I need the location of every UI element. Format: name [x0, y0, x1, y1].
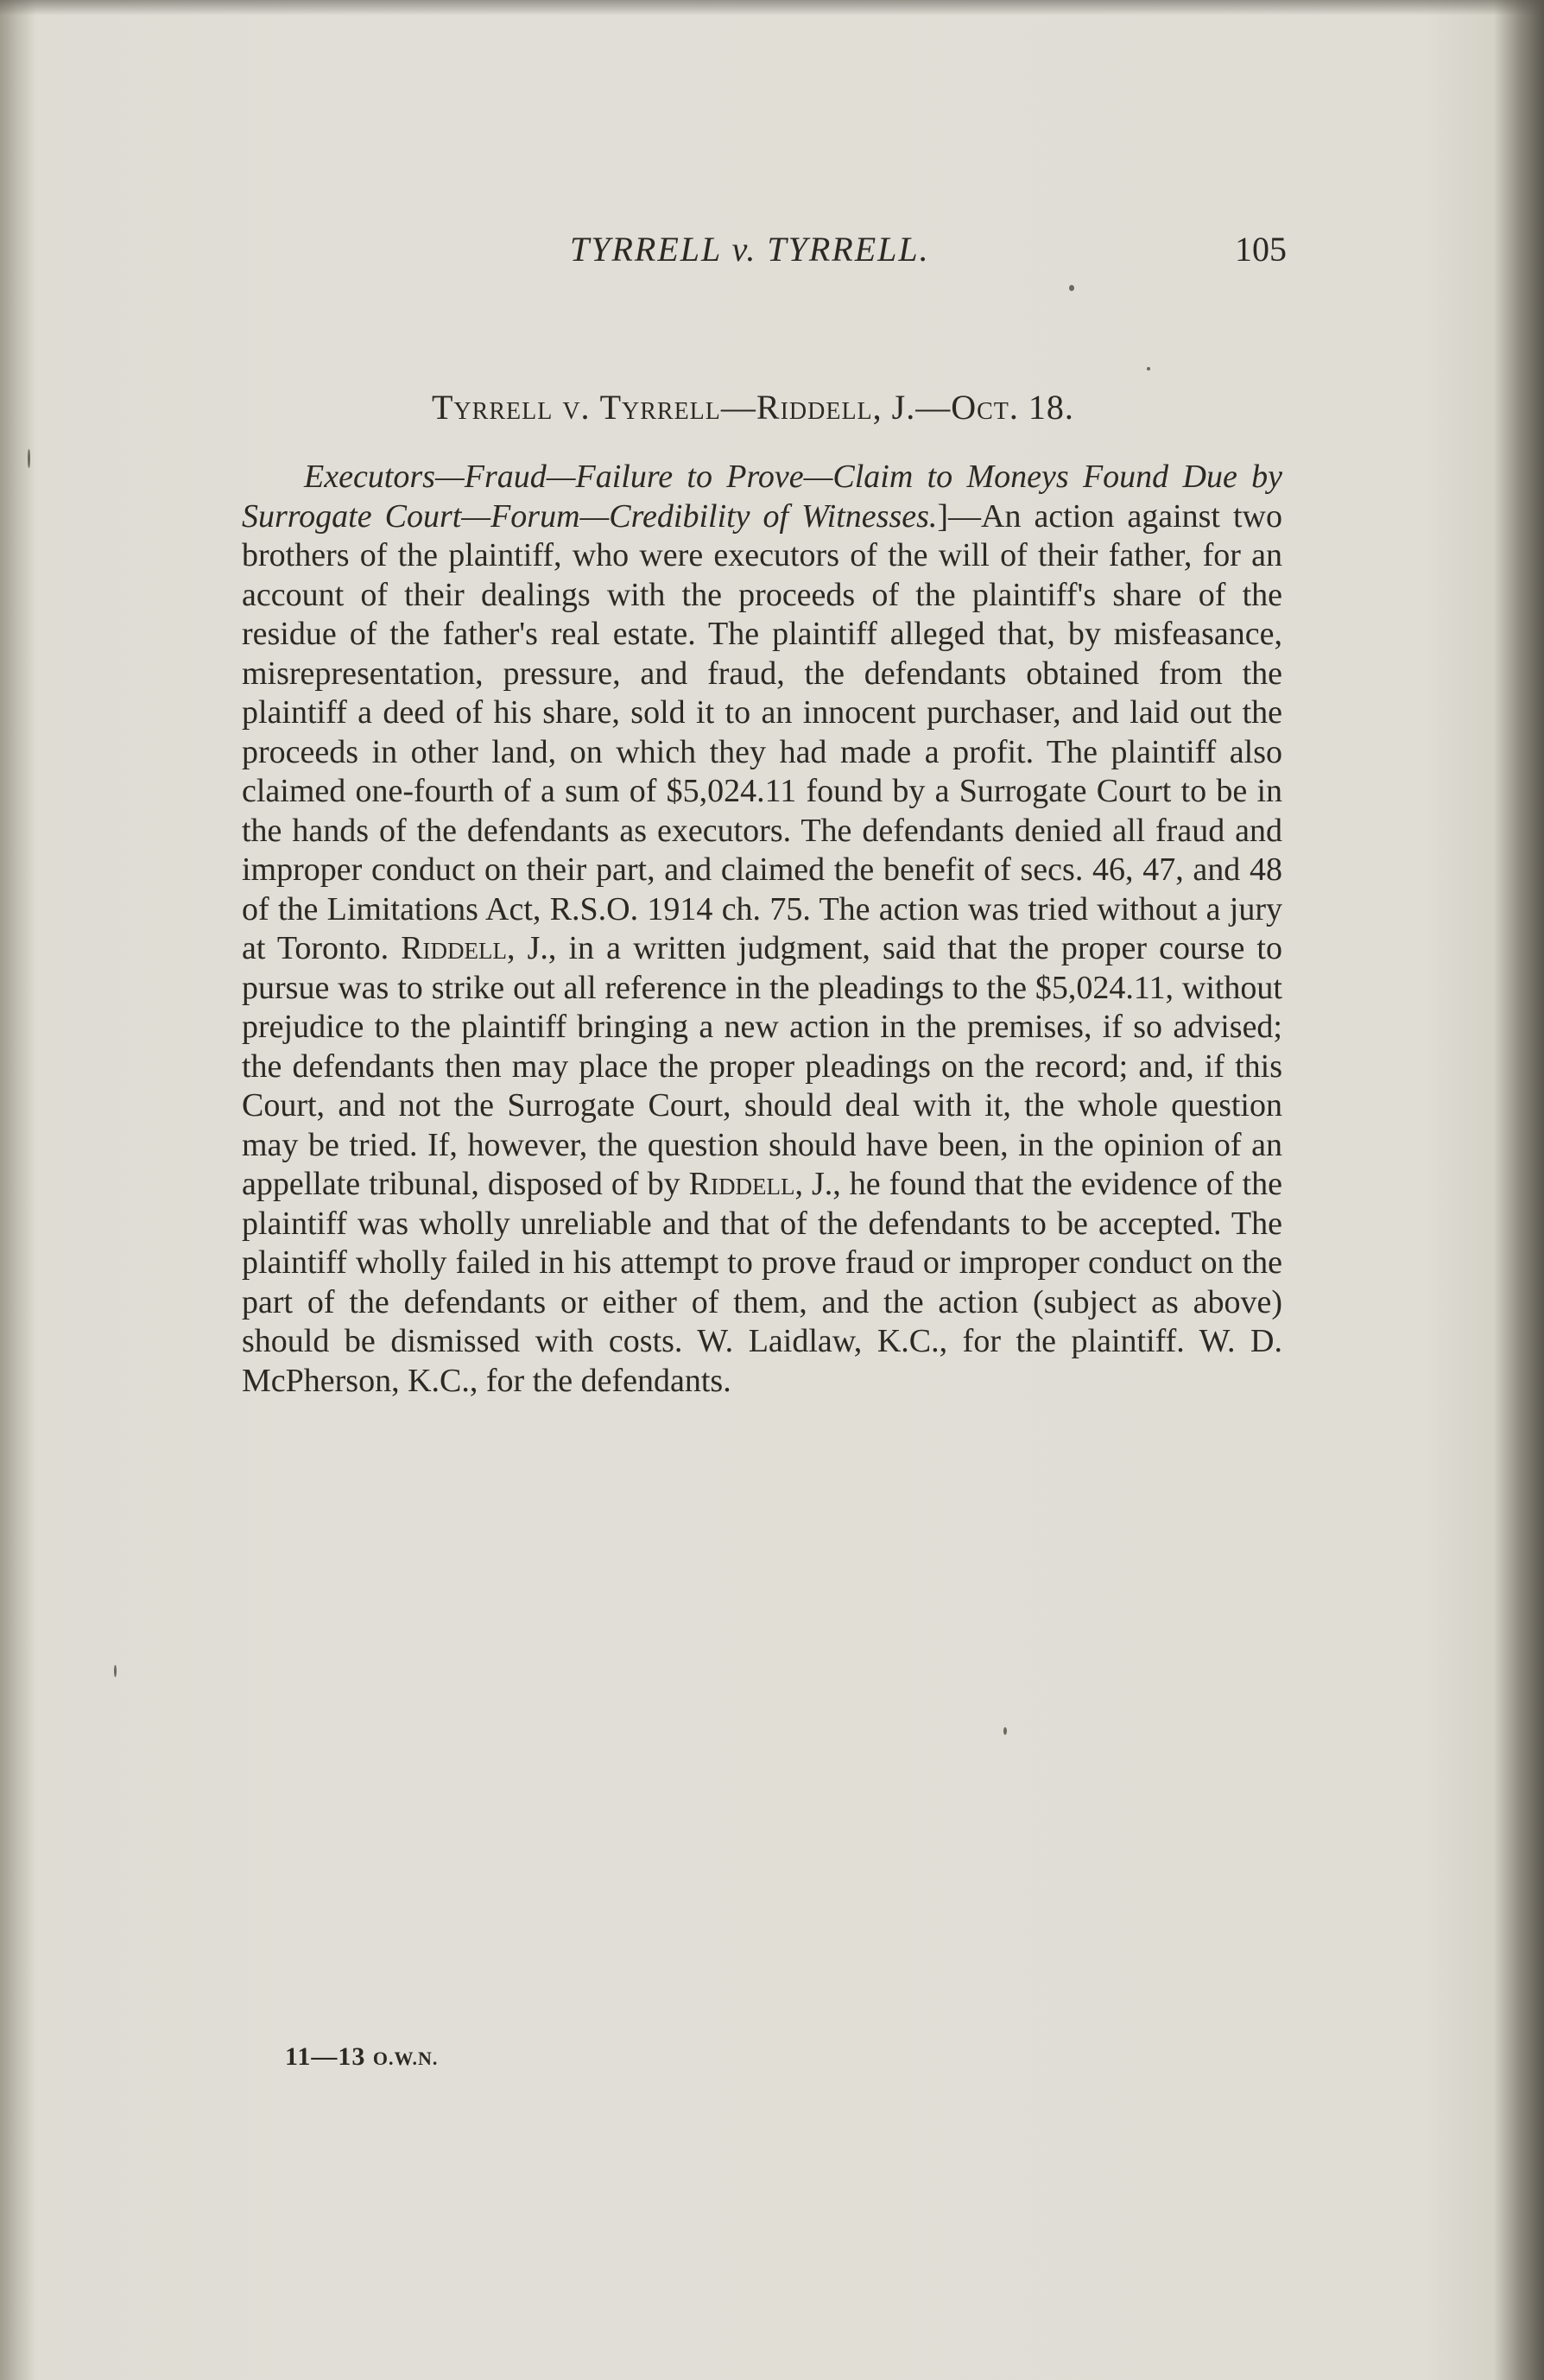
- catchwords: Executors—Fraud—Failure to Prove—Claim to Moneys Found Due by Surrogate Court—Forum—Credibility of Witnesses.: [242, 459, 1282, 535]
- paper-speck: [1147, 367, 1150, 370]
- judge-name-1: Riddell: [401, 930, 508, 966]
- case-judge: Riddell: [756, 388, 873, 427]
- signature-number: 11—13: [285, 2042, 373, 2071]
- page-number: 105: [1235, 230, 1287, 269]
- case-judge-suffix: , J.—: [872, 388, 952, 427]
- summary-text-3: , J., he found that the evidence of the plaintiff was wholly unreliable and that of the defendants to be accepted. The plaintiff wholly failed in his attempt to prove fraud or improper conduct on the part of the defendants or either of them, and the action (subject as above) should be dismissed with costs. W. Laidlaw, K.C., for the plaintiff. W. D. McPherson, K.C., for the defendants.: [242, 1166, 1282, 1399]
- paper-speck: [1003, 1727, 1007, 1735]
- summary-text-1: ]—An action against two brothers of the plaintiff, who were executors of the will of their father, for an account of their dealings with the proceeds of the plaintiff's share of the residue of the father's real estate. The plaintiff alleged that, by misfeasance, misrepresentation, pressure, and fraud, the defendants obtained from the plaintiff a deed of his share, sold it to an innocent purchaser, and laid out the proceeds in other land, on which they had made a profit. The plaintiff also claimed one-fourth of a sum of $5,024.11 found by a Surrogate Court to be in the hands of the defendants as executors. The defendants denied all fraud and improper conduct on their part, and claimed the benefit of secs. 46, 47, and 48 of the Limitations Act, R.S.O. 1914 ch. 75. The action was tried without a jury at Toronto.: [242, 497, 1282, 966]
- paper-speck: [114, 1665, 117, 1677]
- case-versus: v.: [562, 388, 591, 427]
- signature-abbrev: O.W.N.: [372, 2048, 439, 2069]
- running-head: [0, 229, 1544, 281]
- signature-mark: [285, 2042, 438, 2072]
- paper-speck: [1069, 285, 1074, 291]
- case-summary-paragraph: [242, 458, 1282, 1401]
- case-date-day: 18.: [1018, 388, 1074, 427]
- case-date-month: Oct.: [951, 388, 1019, 427]
- running-title: TYRRELL v. TYRRELL.: [570, 230, 930, 269]
- case-heading: [432, 387, 1074, 427]
- top-edge-shadow: [0, 0, 1544, 16]
- judge-name-2: Riddell: [688, 1166, 795, 1202]
- summary-text-2: , J., in a written judgment, said that the proper course to pursue was to strike out all reference in the pleadings to the $5,024.11, without prejudice to the plaintiff bringing a new action in the premises, if so advised; the defendants then may place the proper pleadings on the record; and, if this Court, and not the Surrogate Court, should deal with it, the whole question may be tried. If, however, the question should have been, in the opinion of an appellate tribunal, disposed of by: [242, 930, 1282, 1202]
- case-party-1: Tyrrell: [432, 388, 554, 427]
- case-party-2: Tyrrell: [599, 388, 721, 427]
- spine-shadow: [0, 0, 35, 2380]
- case-dash: —: [720, 388, 756, 427]
- paper-speck: [28, 449, 30, 468]
